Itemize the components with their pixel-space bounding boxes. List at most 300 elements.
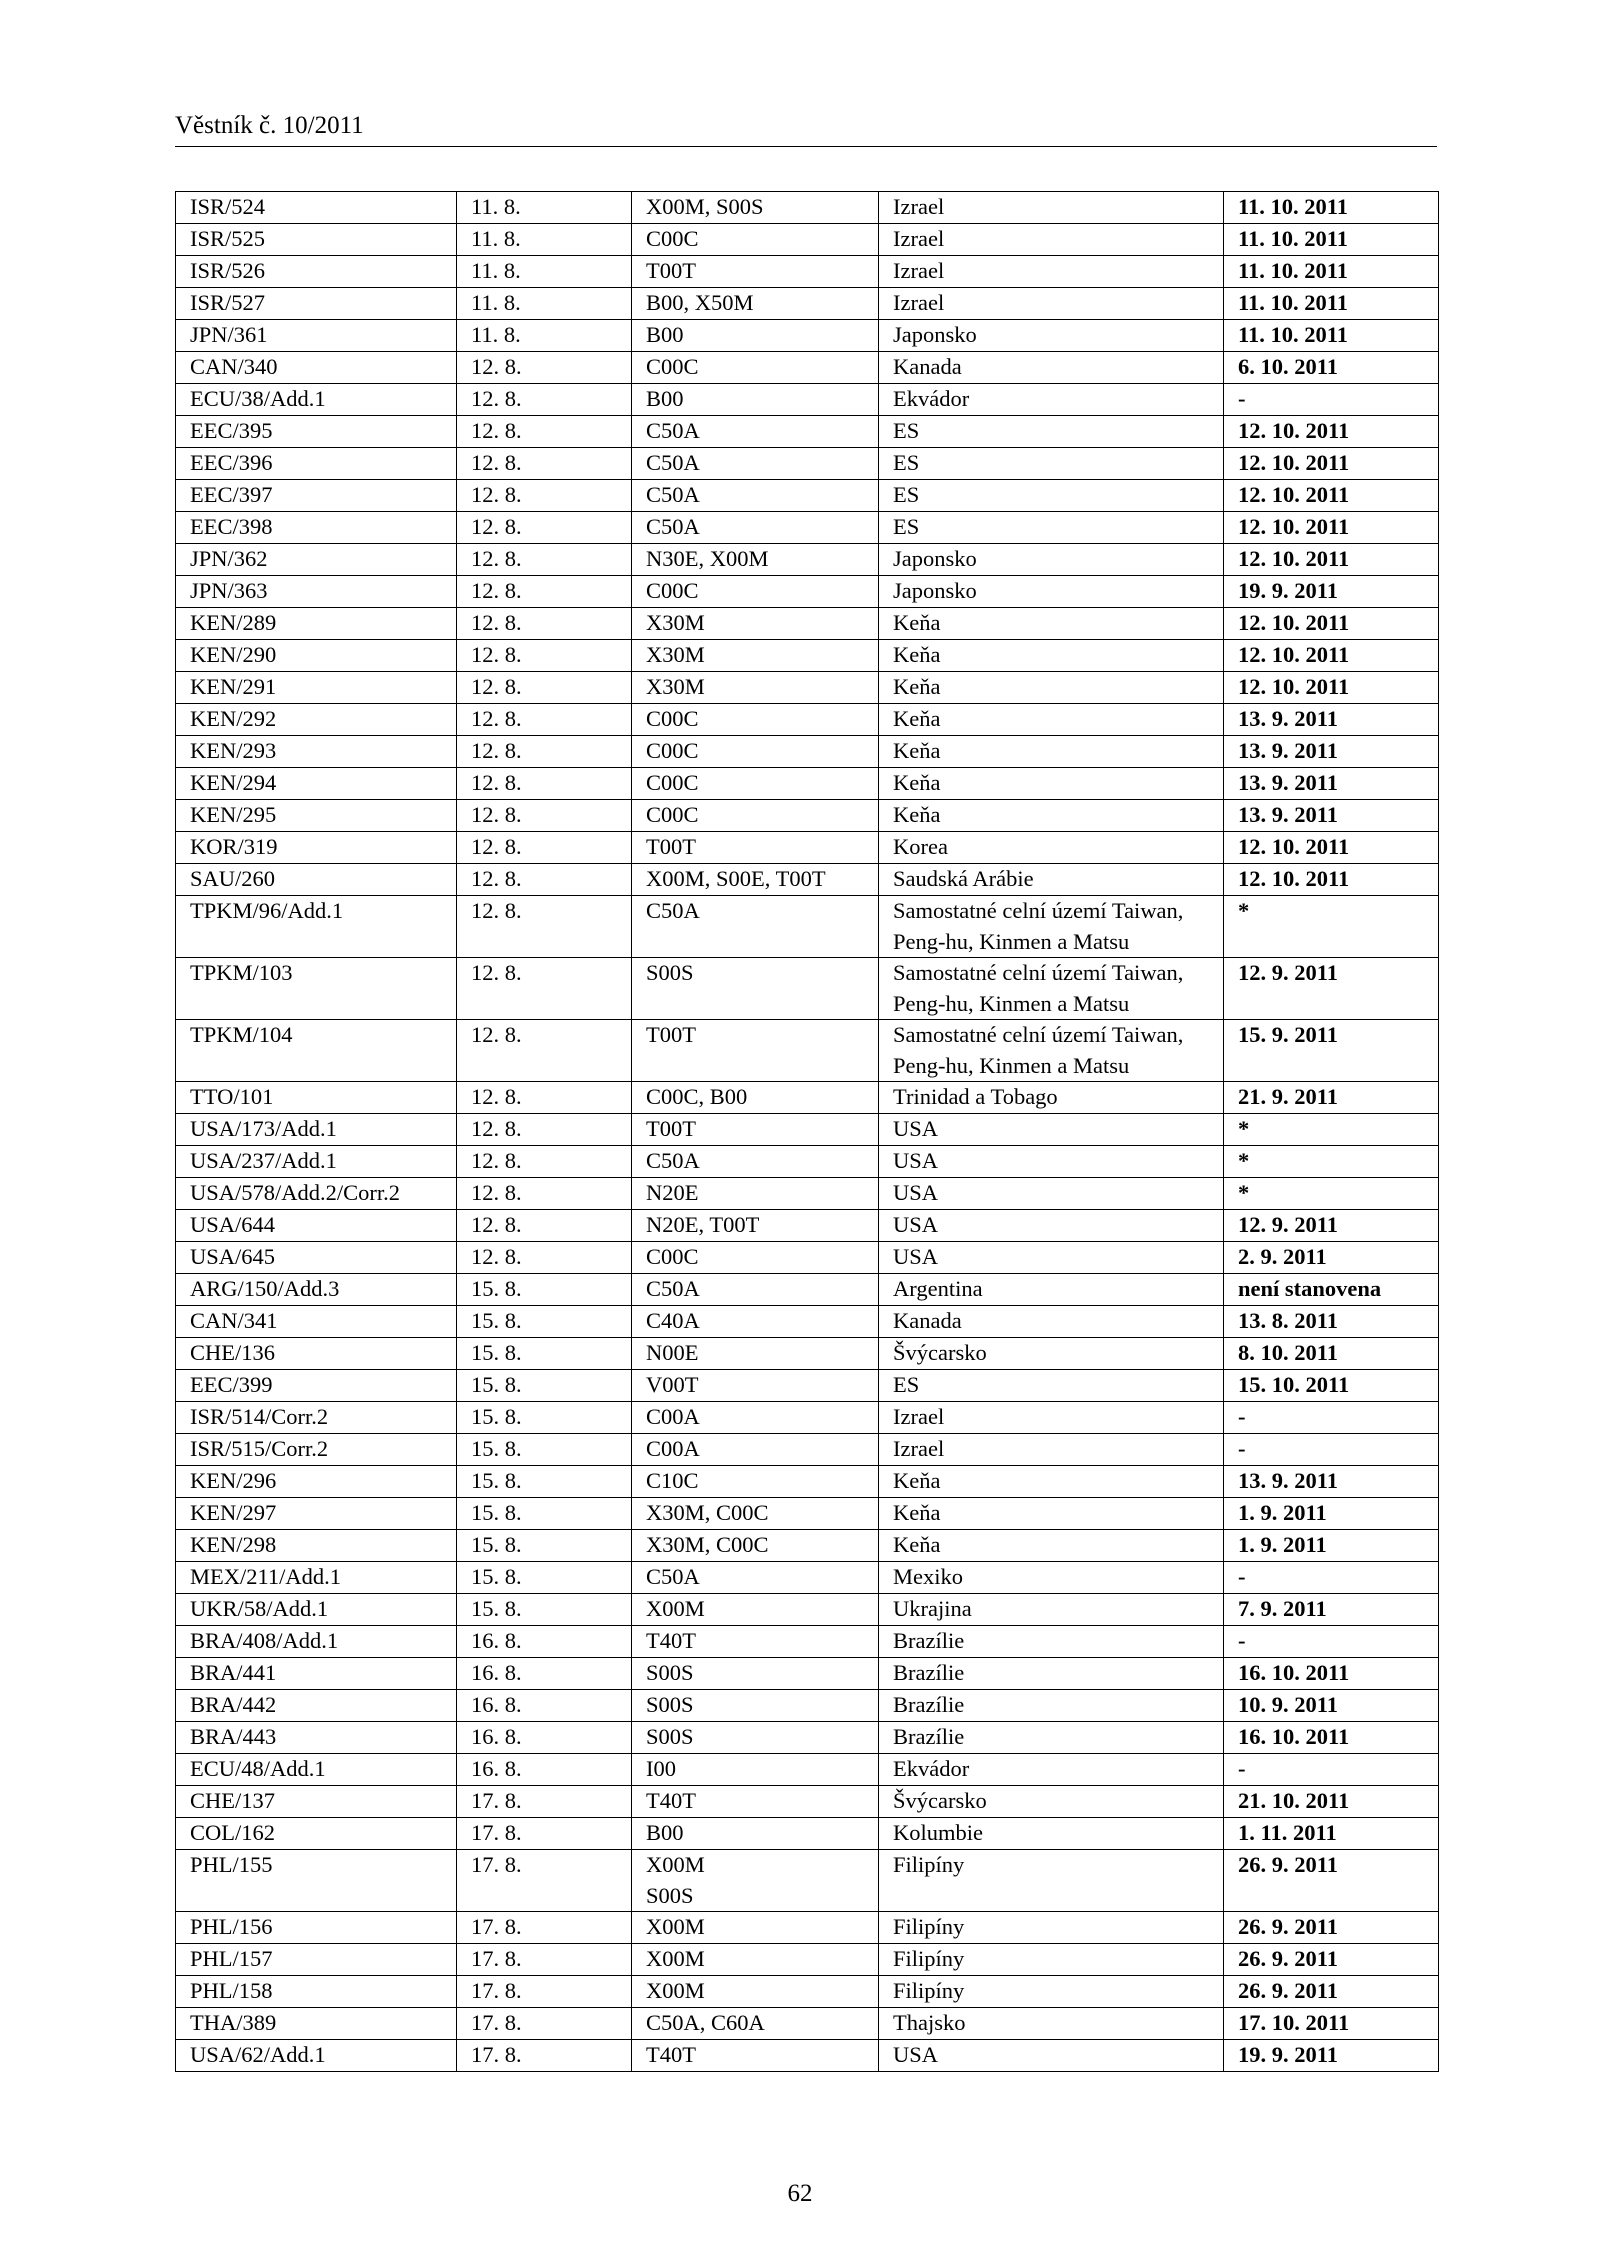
table-row bbox=[176, 1402, 1439, 1434]
table-row bbox=[176, 1944, 1439, 1976]
country-cell: Thajsko bbox=[879, 2008, 1224, 2040]
table-row bbox=[176, 1498, 1439, 1530]
country-cell: Keňa bbox=[879, 608, 1224, 640]
code-cell: C50A bbox=[632, 896, 879, 958]
code-cell: S00S bbox=[632, 1658, 879, 1690]
document-code-cell: KEN/293 bbox=[176, 736, 457, 768]
table-row bbox=[176, 1210, 1439, 1242]
date-cell: 17. 8. bbox=[457, 1976, 632, 2008]
country-cell: Keňa bbox=[879, 768, 1224, 800]
country-cell: Izrael bbox=[879, 1402, 1224, 1434]
date-cell: 12. 8. bbox=[457, 768, 632, 800]
code-cell: S00S bbox=[632, 958, 879, 1020]
document-code-cell: CAN/341 bbox=[176, 1306, 457, 1338]
date-cell: 12. 8. bbox=[457, 608, 632, 640]
country-cell: Brazílie bbox=[879, 1722, 1224, 1754]
code-cell: C50A bbox=[632, 1562, 879, 1594]
table-row bbox=[176, 704, 1439, 736]
table-row bbox=[176, 958, 1439, 1020]
code-cell: X30M, C00C bbox=[632, 1530, 879, 1562]
country-cell: Izrael bbox=[879, 224, 1224, 256]
document-code-cell: TPKM/104 bbox=[176, 1020, 457, 1082]
document-code-cell: USA/578/Add.2/Corr.2 bbox=[176, 1178, 457, 1210]
table-row bbox=[176, 864, 1439, 896]
table-row bbox=[176, 832, 1439, 864]
country-cell: Kanada bbox=[879, 352, 1224, 384]
country-cell: Argentina bbox=[879, 1274, 1224, 1306]
date-cell: 17. 8. bbox=[457, 1944, 632, 1976]
date-cell: 12. 8. bbox=[457, 1114, 632, 1146]
table-row bbox=[176, 1466, 1439, 1498]
date-cell: 15. 8. bbox=[457, 1434, 632, 1466]
date-cell: 12. 8. bbox=[457, 1082, 632, 1114]
country-cell: Korea bbox=[879, 832, 1224, 864]
deadline-cell: 17. 10. 2011 bbox=[1224, 2008, 1439, 2040]
table-row bbox=[176, 1562, 1439, 1594]
document-code-cell: JPN/363 bbox=[176, 576, 457, 608]
country-cell: Samostatné celní území Taiwan, Peng-hu, Kinmen a Matsu bbox=[879, 958, 1224, 1020]
deadline-cell: 26. 9. 2011 bbox=[1224, 1912, 1439, 1944]
code-cell: X00M bbox=[632, 1976, 879, 2008]
document-code-cell: ARG/150/Add.3 bbox=[176, 1274, 457, 1306]
page-number: 62 bbox=[787, 2180, 813, 2207]
table-row bbox=[176, 544, 1439, 576]
document-code-cell: KEN/292 bbox=[176, 704, 457, 736]
date-cell: 16. 8. bbox=[457, 1626, 632, 1658]
table-row bbox=[176, 1530, 1439, 1562]
table-row bbox=[176, 768, 1439, 800]
document-code-cell: TPKM/103 bbox=[176, 958, 457, 1020]
document-code-cell: ISR/515/Corr.2 bbox=[176, 1434, 457, 1466]
deadline-cell: 7. 9. 2011 bbox=[1224, 1594, 1439, 1626]
date-cell: 12. 8. bbox=[457, 352, 632, 384]
country-cell: ES bbox=[879, 512, 1224, 544]
table-row bbox=[176, 448, 1439, 480]
deadline-cell: 13. 9. 2011 bbox=[1224, 736, 1439, 768]
date-cell: 16. 8. bbox=[457, 1754, 632, 1786]
country-cell: Kolumbie bbox=[879, 1818, 1224, 1850]
table-row bbox=[176, 1754, 1439, 1786]
code-cell: C50A bbox=[632, 416, 879, 448]
table-row bbox=[176, 1274, 1439, 1306]
document-code-cell: USA/62/Add.1 bbox=[176, 2040, 457, 2072]
code-cell: V00T bbox=[632, 1370, 879, 1402]
date-cell: 12. 8. bbox=[457, 576, 632, 608]
deadline-cell: 6. 10. 2011 bbox=[1224, 352, 1439, 384]
document-code-cell: ECU/38/Add.1 bbox=[176, 384, 457, 416]
country-cell: USA bbox=[879, 1242, 1224, 1274]
code-cell: N00E bbox=[632, 1338, 879, 1370]
table-row bbox=[176, 800, 1439, 832]
country-cell: Filipíny bbox=[879, 1850, 1224, 1912]
table-row bbox=[176, 672, 1439, 704]
document-code-cell: UKR/58/Add.1 bbox=[176, 1594, 457, 1626]
document-code-cell: USA/644 bbox=[176, 1210, 457, 1242]
table-row bbox=[176, 384, 1439, 416]
country-cell: USA bbox=[879, 2040, 1224, 2072]
country-cell: ES bbox=[879, 448, 1224, 480]
date-cell: 15. 8. bbox=[457, 1466, 632, 1498]
table-row bbox=[176, 224, 1439, 256]
deadline-cell: 16. 10. 2011 bbox=[1224, 1658, 1439, 1690]
country-cell: Samostatné celní území Taiwan, Peng-hu, Kinmen a Matsu bbox=[879, 896, 1224, 958]
code-cell: C50A bbox=[632, 512, 879, 544]
deadline-cell: 1. 9. 2011 bbox=[1224, 1530, 1439, 1562]
date-cell: 17. 8. bbox=[457, 1786, 632, 1818]
deadline-cell: 12. 10. 2011 bbox=[1224, 608, 1439, 640]
document-code-cell: USA/237/Add.1 bbox=[176, 1146, 457, 1178]
document-code-cell: PHL/156 bbox=[176, 1912, 457, 1944]
date-cell: 17. 8. bbox=[457, 1912, 632, 1944]
deadline-cell: 13. 9. 2011 bbox=[1224, 1466, 1439, 1498]
code-cell: T40T bbox=[632, 1786, 879, 1818]
deadline-cell: 12. 10. 2011 bbox=[1224, 864, 1439, 896]
code-cell: B00, X50M bbox=[632, 288, 879, 320]
date-cell: 17. 8. bbox=[457, 1818, 632, 1850]
document-code-cell: CAN/340 bbox=[176, 352, 457, 384]
code-cell: T00T bbox=[632, 1114, 879, 1146]
country-cell: Keňa bbox=[879, 1466, 1224, 1498]
code-cell: B00 bbox=[632, 320, 879, 352]
deadline-cell: 26. 9. 2011 bbox=[1224, 1976, 1439, 2008]
date-cell: 12. 8. bbox=[457, 704, 632, 736]
document-code-cell: KEN/298 bbox=[176, 1530, 457, 1562]
date-cell: 17. 8. bbox=[457, 1850, 632, 1912]
code-cell: C00C bbox=[632, 224, 879, 256]
document-code-cell: CHE/136 bbox=[176, 1338, 457, 1370]
document-code-cell: KEN/290 bbox=[176, 640, 457, 672]
document-code-cell: BRA/441 bbox=[176, 1658, 457, 1690]
date-cell: 15. 8. bbox=[457, 1594, 632, 1626]
country-cell: Samostatné celní území Taiwan, Peng-hu, Kinmen a Matsu bbox=[879, 1020, 1224, 1082]
code-cell: C50A bbox=[632, 1274, 879, 1306]
country-cell: Brazílie bbox=[879, 1690, 1224, 1722]
table-row bbox=[176, 2040, 1439, 2072]
deadline-cell: 12. 10. 2011 bbox=[1224, 640, 1439, 672]
deadline-cell: * bbox=[1224, 1114, 1439, 1146]
table-row bbox=[176, 1594, 1439, 1626]
code-cell: I00 bbox=[632, 1754, 879, 1786]
code-cell: X00M bbox=[632, 1912, 879, 1944]
code-cell: C00C bbox=[632, 1242, 879, 1274]
document-code-cell: JPN/362 bbox=[176, 544, 457, 576]
deadline-cell: 12. 10. 2011 bbox=[1224, 448, 1439, 480]
date-cell: 16. 8. bbox=[457, 1690, 632, 1722]
deadline-cell: 15. 10. 2011 bbox=[1224, 1370, 1439, 1402]
code-cell: C50A bbox=[632, 480, 879, 512]
code-cell: T00T bbox=[632, 832, 879, 864]
table-row bbox=[176, 288, 1439, 320]
country-cell: Keňa bbox=[879, 736, 1224, 768]
country-cell: USA bbox=[879, 1178, 1224, 1210]
document-code-cell: PHL/157 bbox=[176, 1944, 457, 1976]
code-cell: C50A bbox=[632, 448, 879, 480]
table-row bbox=[176, 1818, 1439, 1850]
date-cell: 16. 8. bbox=[457, 1658, 632, 1690]
code-cell: S00S bbox=[632, 1690, 879, 1722]
code-cell: C00C bbox=[632, 768, 879, 800]
deadline-cell: 19. 9. 2011 bbox=[1224, 2040, 1439, 2072]
code-cell: C00C bbox=[632, 800, 879, 832]
table-row bbox=[176, 1912, 1439, 1944]
country-cell: Brazílie bbox=[879, 1658, 1224, 1690]
code-cell: N30E, X00M bbox=[632, 544, 879, 576]
date-cell: 15. 8. bbox=[457, 1562, 632, 1594]
table-row bbox=[176, 416, 1439, 448]
country-cell: Izrael bbox=[879, 192, 1224, 224]
country-cell: Keňa bbox=[879, 800, 1224, 832]
code-cell: X30M bbox=[632, 672, 879, 704]
country-cell: Izrael bbox=[879, 256, 1224, 288]
date-cell: 11. 8. bbox=[457, 192, 632, 224]
country-cell: ES bbox=[879, 1370, 1224, 1402]
date-cell: 12. 8. bbox=[457, 672, 632, 704]
code-cell: C00C bbox=[632, 736, 879, 768]
code-cell: C40A bbox=[632, 1306, 879, 1338]
code-cell: X30M bbox=[632, 608, 879, 640]
date-cell: 12. 8. bbox=[457, 1178, 632, 1210]
table-row bbox=[176, 320, 1439, 352]
document-code-cell: CHE/137 bbox=[176, 1786, 457, 1818]
table-row bbox=[176, 640, 1439, 672]
date-cell: 12. 8. bbox=[457, 896, 632, 958]
table-row bbox=[176, 1722, 1439, 1754]
table-row bbox=[176, 608, 1439, 640]
code-cell: T40T bbox=[632, 2040, 879, 2072]
code-cell: C00C bbox=[632, 576, 879, 608]
table-row bbox=[176, 1146, 1439, 1178]
date-cell: 12. 8. bbox=[457, 416, 632, 448]
date-cell: 12. 8. bbox=[457, 1242, 632, 1274]
document-code-cell: EEC/395 bbox=[176, 416, 457, 448]
deadline-cell: - bbox=[1224, 384, 1439, 416]
document-code-cell: KEN/295 bbox=[176, 800, 457, 832]
document-code-cell: COL/162 bbox=[176, 1818, 457, 1850]
code-cell: S00S bbox=[632, 1722, 879, 1754]
code-cell: X00M S00S bbox=[632, 1850, 879, 1912]
table-row bbox=[176, 1082, 1439, 1114]
table-row bbox=[176, 1626, 1439, 1658]
document-code-cell: JPN/361 bbox=[176, 320, 457, 352]
deadline-cell: 16. 10. 2011 bbox=[1224, 1722, 1439, 1754]
page-header bbox=[175, 110, 1437, 147]
country-cell: Keňa bbox=[879, 640, 1224, 672]
document-code-cell: BRA/443 bbox=[176, 1722, 457, 1754]
deadline-cell: 12. 10. 2011 bbox=[1224, 480, 1439, 512]
table-row bbox=[176, 1434, 1439, 1466]
document-code-cell: BRA/408/Add.1 bbox=[176, 1626, 457, 1658]
document-code-cell: KEN/289 bbox=[176, 608, 457, 640]
date-cell: 12. 8. bbox=[457, 958, 632, 1020]
document-code-cell: EEC/397 bbox=[176, 480, 457, 512]
table-row bbox=[176, 1370, 1439, 1402]
country-cell: USA bbox=[879, 1146, 1224, 1178]
deadline-cell: - bbox=[1224, 1434, 1439, 1466]
deadline-cell: 26. 9. 2011 bbox=[1224, 1944, 1439, 1976]
country-cell: Japonsko bbox=[879, 576, 1224, 608]
country-cell: Ekvádor bbox=[879, 1754, 1224, 1786]
table-row bbox=[176, 896, 1439, 958]
bulletin-title: Věstník č. 10/2011 bbox=[175, 112, 364, 139]
date-cell: 12. 8. bbox=[457, 1020, 632, 1082]
code-cell: X00M bbox=[632, 1594, 879, 1626]
country-cell: Keňa bbox=[879, 1530, 1224, 1562]
code-cell: X30M bbox=[632, 640, 879, 672]
deadline-cell: 11. 10. 2011 bbox=[1224, 192, 1439, 224]
table-row bbox=[176, 1690, 1439, 1722]
deadline-cell: 1. 11. 2011 bbox=[1224, 1818, 1439, 1850]
country-cell: ES bbox=[879, 480, 1224, 512]
date-cell: 16. 8. bbox=[457, 1722, 632, 1754]
date-cell: 12. 8. bbox=[457, 448, 632, 480]
date-cell: 12. 8. bbox=[457, 1146, 632, 1178]
table-row bbox=[176, 736, 1439, 768]
deadline-cell: - bbox=[1224, 1562, 1439, 1594]
date-cell: 15. 8. bbox=[457, 1338, 632, 1370]
code-cell: B00 bbox=[632, 384, 879, 416]
code-cell: T00T bbox=[632, 1020, 879, 1082]
date-cell: 11. 8. bbox=[457, 288, 632, 320]
date-cell: 12. 8. bbox=[457, 1210, 632, 1242]
table-row bbox=[176, 1976, 1439, 2008]
table-row bbox=[176, 1658, 1439, 1690]
document-code-cell: EEC/396 bbox=[176, 448, 457, 480]
deadline-cell: - bbox=[1224, 1402, 1439, 1434]
country-cell: Izrael bbox=[879, 1434, 1224, 1466]
document-code-cell: USA/645 bbox=[176, 1242, 457, 1274]
code-cell: T00T bbox=[632, 256, 879, 288]
document-code-cell: ISR/514/Corr.2 bbox=[176, 1402, 457, 1434]
country-cell: Japonsko bbox=[879, 544, 1224, 576]
country-cell: Japonsko bbox=[879, 320, 1224, 352]
deadline-cell: - bbox=[1224, 1626, 1439, 1658]
document-code-cell: EEC/398 bbox=[176, 512, 457, 544]
deadline-cell: 19. 9. 2011 bbox=[1224, 576, 1439, 608]
date-cell: 17. 8. bbox=[457, 2040, 632, 2072]
table-row bbox=[176, 1178, 1439, 1210]
document-code-cell: PHL/158 bbox=[176, 1976, 457, 2008]
date-cell: 15. 8. bbox=[457, 1498, 632, 1530]
country-cell: USA bbox=[879, 1114, 1224, 1146]
code-cell: C00A bbox=[632, 1402, 879, 1434]
date-cell: 11. 8. bbox=[457, 224, 632, 256]
date-cell: 15. 8. bbox=[457, 1274, 632, 1306]
deadline-cell: 12. 10. 2011 bbox=[1224, 416, 1439, 448]
table-row bbox=[176, 2008, 1439, 2040]
code-cell: C00C, B00 bbox=[632, 1082, 879, 1114]
document-code-cell: BRA/442 bbox=[176, 1690, 457, 1722]
country-cell: Keňa bbox=[879, 672, 1224, 704]
date-cell: 15. 8. bbox=[457, 1370, 632, 1402]
code-cell: C50A bbox=[632, 1146, 879, 1178]
table-row bbox=[176, 1114, 1439, 1146]
deadline-cell: 21. 9. 2011 bbox=[1224, 1082, 1439, 1114]
deadline-cell: 11. 10. 2011 bbox=[1224, 224, 1439, 256]
date-cell: 12. 8. bbox=[457, 864, 632, 896]
document-code-cell: KOR/319 bbox=[176, 832, 457, 864]
deadline-cell: 2. 9. 2011 bbox=[1224, 1242, 1439, 1274]
date-cell: 11. 8. bbox=[457, 320, 632, 352]
country-cell: Filipíny bbox=[879, 1912, 1224, 1944]
deadline-cell: 12. 9. 2011 bbox=[1224, 958, 1439, 1020]
table-row bbox=[176, 1786, 1439, 1818]
deadline-cell: 8. 10. 2011 bbox=[1224, 1338, 1439, 1370]
country-cell: Filipíny bbox=[879, 1976, 1224, 2008]
deadline-cell: 12. 10. 2011 bbox=[1224, 672, 1439, 704]
table-row bbox=[176, 1338, 1439, 1370]
country-cell: ES bbox=[879, 416, 1224, 448]
code-cell: C00A bbox=[632, 1434, 879, 1466]
table-row bbox=[176, 1306, 1439, 1338]
deadline-cell: 12. 10. 2011 bbox=[1224, 512, 1439, 544]
document-code-cell: THA/389 bbox=[176, 2008, 457, 2040]
code-cell: X00M, S00E, T00T bbox=[632, 864, 879, 896]
country-cell: Švýcarsko bbox=[879, 1786, 1224, 1818]
document-code-cell: ISR/524 bbox=[176, 192, 457, 224]
document-code-cell: MEX/211/Add.1 bbox=[176, 1562, 457, 1594]
document-code-cell: KEN/291 bbox=[176, 672, 457, 704]
table-row bbox=[176, 1850, 1439, 1912]
notifications-table bbox=[175, 191, 1439, 2072]
deadline-cell: 11. 10. 2011 bbox=[1224, 320, 1439, 352]
table-row bbox=[176, 576, 1439, 608]
date-cell: 12. 8. bbox=[457, 544, 632, 576]
deadline-cell: 1. 9. 2011 bbox=[1224, 1498, 1439, 1530]
date-cell: 12. 8. bbox=[457, 480, 632, 512]
code-cell: X00M, S00S bbox=[632, 192, 879, 224]
table-row bbox=[176, 192, 1439, 224]
document-code-cell: ISR/525 bbox=[176, 224, 457, 256]
document-code-cell: TTO/101 bbox=[176, 1082, 457, 1114]
deadline-cell: 12. 10. 2011 bbox=[1224, 832, 1439, 864]
deadline-cell: 13. 9. 2011 bbox=[1224, 800, 1439, 832]
country-cell: Saudská Arábie bbox=[879, 864, 1224, 896]
document-code-cell: KEN/297 bbox=[176, 1498, 457, 1530]
code-cell: C00C bbox=[632, 704, 879, 736]
code-cell: N20E, T00T bbox=[632, 1210, 879, 1242]
table-body bbox=[176, 192, 1439, 2072]
deadline-cell: 13. 8. 2011 bbox=[1224, 1306, 1439, 1338]
date-cell: 15. 8. bbox=[457, 1402, 632, 1434]
table-row bbox=[176, 352, 1439, 384]
document-code-cell: USA/173/Add.1 bbox=[176, 1114, 457, 1146]
table-row bbox=[176, 1242, 1439, 1274]
document-code-cell: EEC/399 bbox=[176, 1370, 457, 1402]
country-cell: Švýcarsko bbox=[879, 1338, 1224, 1370]
date-cell: 12. 8. bbox=[457, 512, 632, 544]
document-code-cell: PHL/155 bbox=[176, 1850, 457, 1912]
table-row bbox=[176, 512, 1439, 544]
deadline-cell: 13. 9. 2011 bbox=[1224, 704, 1439, 736]
country-cell: Ekvádor bbox=[879, 384, 1224, 416]
date-cell: 12. 8. bbox=[457, 736, 632, 768]
deadline-cell: * bbox=[1224, 1146, 1439, 1178]
country-cell: Izrael bbox=[879, 288, 1224, 320]
date-cell: 15. 8. bbox=[457, 1530, 632, 1562]
document-code-cell: KEN/294 bbox=[176, 768, 457, 800]
country-cell: Brazílie bbox=[879, 1626, 1224, 1658]
deadline-cell: 15. 9. 2011 bbox=[1224, 1020, 1439, 1082]
document-code-cell: ISR/526 bbox=[176, 256, 457, 288]
country-cell: Keňa bbox=[879, 1498, 1224, 1530]
country-cell: Trinidad a Tobago bbox=[879, 1082, 1224, 1114]
date-cell: 12. 8. bbox=[457, 832, 632, 864]
deadline-cell: 13. 9. 2011 bbox=[1224, 768, 1439, 800]
country-cell: Kanada bbox=[879, 1306, 1224, 1338]
document-code-cell: KEN/296 bbox=[176, 1466, 457, 1498]
date-cell: 15. 8. bbox=[457, 1306, 632, 1338]
code-cell: X00M bbox=[632, 1944, 879, 1976]
